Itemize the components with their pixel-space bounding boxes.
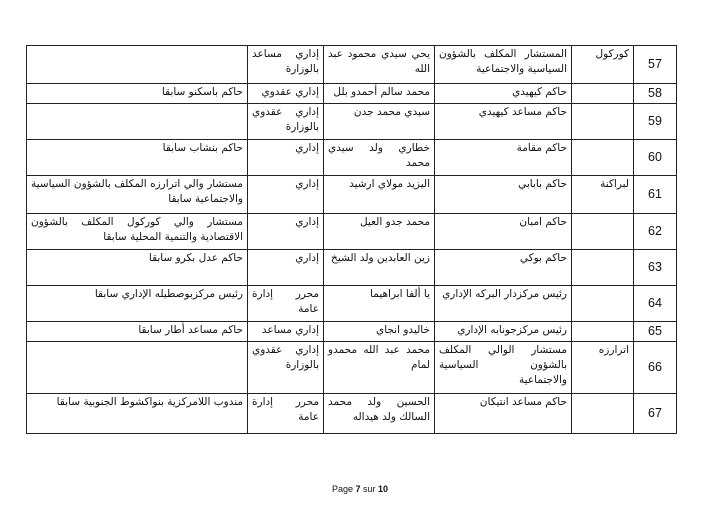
table-row [27, 140, 677, 176]
cell-post: حاكم امبان [435, 214, 572, 250]
cell-prev [27, 46, 248, 84]
cell-prev: مستشار والي كوركول المكلف بالشؤون الاقتصادية والتنمية المحلية سابقا [27, 214, 248, 250]
cell-post: حاكم مقامة [435, 140, 572, 176]
cell-post: مستشار الوالي المكلف بالشؤون السياسية والاجتماعية [435, 342, 572, 394]
cell-region [572, 394, 634, 434]
cell-corps: محرر إدارة عامة [248, 394, 324, 434]
cell-post: حاكم كيهيدي [435, 84, 572, 104]
cell-name: محمد جدو العيل [324, 214, 435, 250]
cell-name: محمد عبد الله محمدو لمام [324, 342, 435, 394]
cell-name: يا ألفا ابراهيما [324, 286, 435, 322]
cell-name: يحي سيدي محمود عبد الله [324, 46, 435, 84]
table-row [27, 322, 677, 342]
cell-name: خطاري ولد سيدي محمد [324, 140, 435, 176]
cell-name: خاليدو انجاي [324, 322, 435, 342]
table-row [27, 104, 677, 140]
cell-num: 59 [634, 104, 677, 140]
table-row [27, 286, 677, 322]
cell-corps: إداري مساعد [248, 322, 324, 342]
cell-num: 63 [634, 250, 677, 286]
cell-name: محمد سالم أحمدو بلل [324, 84, 435, 104]
cell-prev: حاكم بنشاب سابقا [27, 140, 248, 176]
cell-post: المستشار المكلف بالشؤون السياسية والاجتماعية [435, 46, 572, 84]
cell-prev [27, 104, 248, 140]
cell-prev: حاكم مساعد أطار سابقا [27, 322, 248, 342]
cell-num: 66 [634, 342, 677, 394]
cell-corps: إداري [248, 140, 324, 176]
cell-num: 65 [634, 322, 677, 342]
table-row [27, 394, 677, 434]
cell-corps: إداري [248, 214, 324, 250]
cell-corps: إداري [248, 176, 324, 214]
cell-prev [27, 342, 248, 394]
cell-region [572, 104, 634, 140]
cell-num: 58 [634, 84, 677, 104]
cell-post: حاكم بوكي [435, 250, 572, 286]
table-row [27, 342, 677, 394]
cell-region [572, 84, 634, 104]
cell-name: اليزيد مولاي ارشيد [324, 176, 435, 214]
cell-post: حاكم مساعد كيهيدي [435, 104, 572, 140]
cell-corps: إداري عقدوي بالوزارة [248, 104, 324, 140]
cell-corps: محرر إدارة عامة [248, 286, 324, 322]
cell-num: 67 [634, 394, 677, 434]
cell-post: رئيس مركزجونابه الإداري [435, 322, 572, 342]
table-row [27, 176, 677, 214]
cell-name: زين العابدين ولد الشيخ [324, 250, 435, 286]
cell-prev: مندوب اللامركزية بنواكشوط الجنوبية سابقا [27, 394, 248, 434]
cell-num: 62 [634, 214, 677, 250]
cell-num: 61 [634, 176, 677, 214]
table-row [27, 250, 677, 286]
cell-region [572, 322, 634, 342]
cell-region: كوركول [572, 46, 634, 84]
cell-num: 57 [634, 46, 677, 84]
cell-prev: حاكم باسكنو سابقا [27, 84, 248, 104]
cell-prev: مستشار والي اترارزه المكلف بالشؤون السياسية والاجتماعية سابقا [27, 176, 248, 214]
cell-name: الحسين ولد محمد السالك ولد هيداله [324, 394, 435, 434]
table-row [27, 84, 677, 104]
cell-post: رئيس مركزدار البركه الإداري [435, 286, 572, 322]
cell-num: 60 [634, 140, 677, 176]
cell-name: سيدي محمد جدن [324, 104, 435, 140]
cell-post: حاكم بابابي [435, 176, 572, 214]
page-footer: Page 7 sur 10 [331, 484, 389, 494]
cell-post: حاكم مساعد انتيكان [435, 394, 572, 434]
cell-corps: إداري عقدوي [248, 84, 324, 104]
cell-corps: إداري [248, 250, 324, 286]
table-row [27, 214, 677, 250]
cell-region: اترارزه [572, 342, 634, 394]
table-row [27, 46, 677, 84]
cell-num: 64 [634, 286, 677, 322]
cell-region [572, 286, 634, 322]
cell-corps: إداري عقدوي بالوزارة [248, 342, 324, 394]
cell-region: لبراكنة [572, 176, 634, 214]
assignments-table [26, 45, 677, 434]
cell-region [572, 140, 634, 176]
cell-region [572, 250, 634, 286]
cell-region [572, 214, 634, 250]
cell-prev: رئيس مركزبوصطيله الإداري سابقا [27, 286, 248, 322]
cell-corps: إداري مساعد بالوزارة [248, 46, 324, 84]
cell-prev: حاكم عدل بكرو سابقا [27, 250, 248, 286]
